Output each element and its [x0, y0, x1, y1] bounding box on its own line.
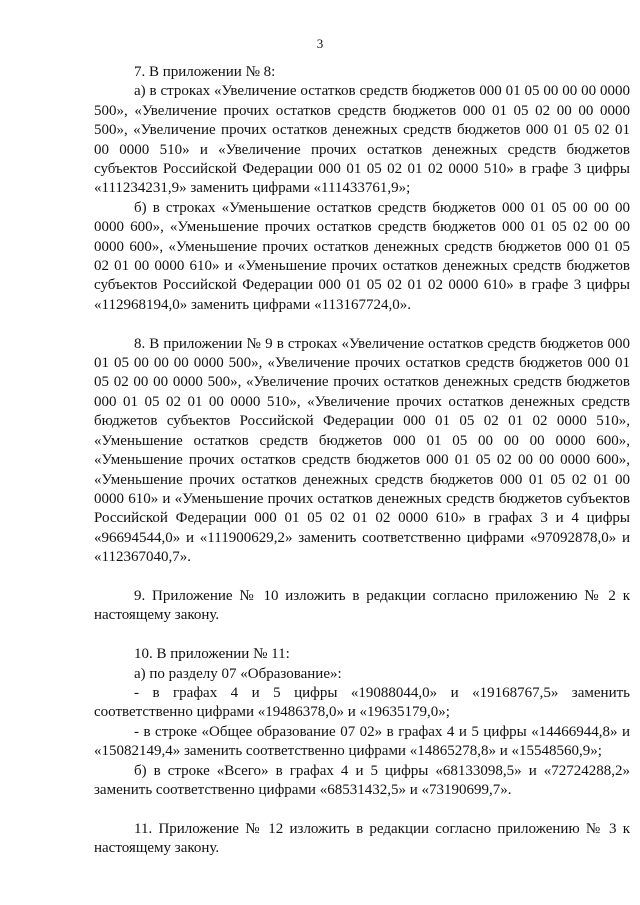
- section-7-heading: 7. В приложении № 8:: [134, 64, 276, 80]
- section-10-item-a-2: - в строке «Общее образование 07 02» в графах 4 и 5 цифры «14466944,8» и «15082149,4» заменить соответственно цифрами «14865278,8» и «15548560,9»;: [94, 723, 630, 760]
- section-9: 9. Приложение № 10 изложить в редакции согласно приложению № 2 к настоящему закону.: [94, 587, 630, 624]
- section-10-item-a-intro: а) по разделу 07 «Образование»:: [134, 665, 342, 682]
- section-10-heading: 10. В приложении № 11:: [134, 646, 290, 663]
- section-11: 11. Приложение № 12 изложить в редакции согласно приложению № 3 к настоящему закону.: [94, 820, 630, 857]
- document-body: [94, 63, 630, 859]
- section-10-item-b: б) в строке «Всего» в графах 4 и 5 цифры «68133098,5» и «72724288,2» заменить соответственно цифрами «68531432,5» и «73190699,7».: [94, 762, 630, 798]
- section-7-item-b: б) в строках «Уменьшение остатков средств бюджетов 000 01 05 00 00 00 0000 600», «Уменьшение прочих остатков средств бюджетов 000 01 05 02 00 00 0000 600», «Уменьшение прочих остатков денежных средств бюджетов 000 01 05 02 01 00 0000 610» и «Уменьшение прочих остатков денежных средств бюджетов субъектов Российской Федерации 000 01 05 02 01 02 0000 610» в графе 3 цифры «112968194,0» заменить цифрами «113167724,0».: [94, 199, 630, 313]
- section-7-item-a: а) в строках «Увеличение остатков средств бюджетов 000 01 05 00 00 00 0000 500», «Увеличение прочих остатков средств бюджетов 000 01 05 02 00 00 0000 500», «Увеличение прочих остатков денежных средств бюджетов 000 01 05 02 01 00 0000 510» и «Увеличение прочих остатков денежных средств бюджетов субъектов Российской Федерации 000 01 05 02 01 02 0000 510» в графе 3 цифры «111234231,9» заменить цифрами «111433761,9»;: [94, 83, 630, 197]
- page-number: 3: [316, 36, 324, 51]
- section-8: 8. В приложении № 9 в строках «Увеличение остатков средств бюджетов 000 01 05 00 00 00 0000 500», «Увеличение прочих остатков средств бюджетов 000 01 05 02 00 00 0000 500», «Увеличение прочих остатков денежных средств бюджетов 000 01 05 02 01 00 0000 510», «Увеличение прочих остатков денежных средств бюджетов субъектов Российской Федерации 000 01 05 02 01 02 0000 510», «Уменьшение остатков средств бюджетов 000 01 05 00 00 00 0000 600», «Уменьшение прочих остатков средств бюджетов 000 01 05 02 00 00 0000 600», «Уменьшение прочих остатков денежных средств бюджетов 000 01 05 02 01 00 0000 610» и «Уменьшение прочих остатков денежных средств бюджетов субъектов Российской Федерации 000 01 05 02 01 02 0000 610» в графах 3 и 4 цифры «96694544,0» и «111900629,2» заменить соответственно цифрами «97092878,0» и «112367040,7».: [94, 335, 630, 566]
- section-10-item-a-1: - в графах 4 и 5 цифры «19088044,0» и «19168767,5» заменить соответственно цифрами «19486378,0» и «19635179,0»;: [94, 684, 630, 721]
